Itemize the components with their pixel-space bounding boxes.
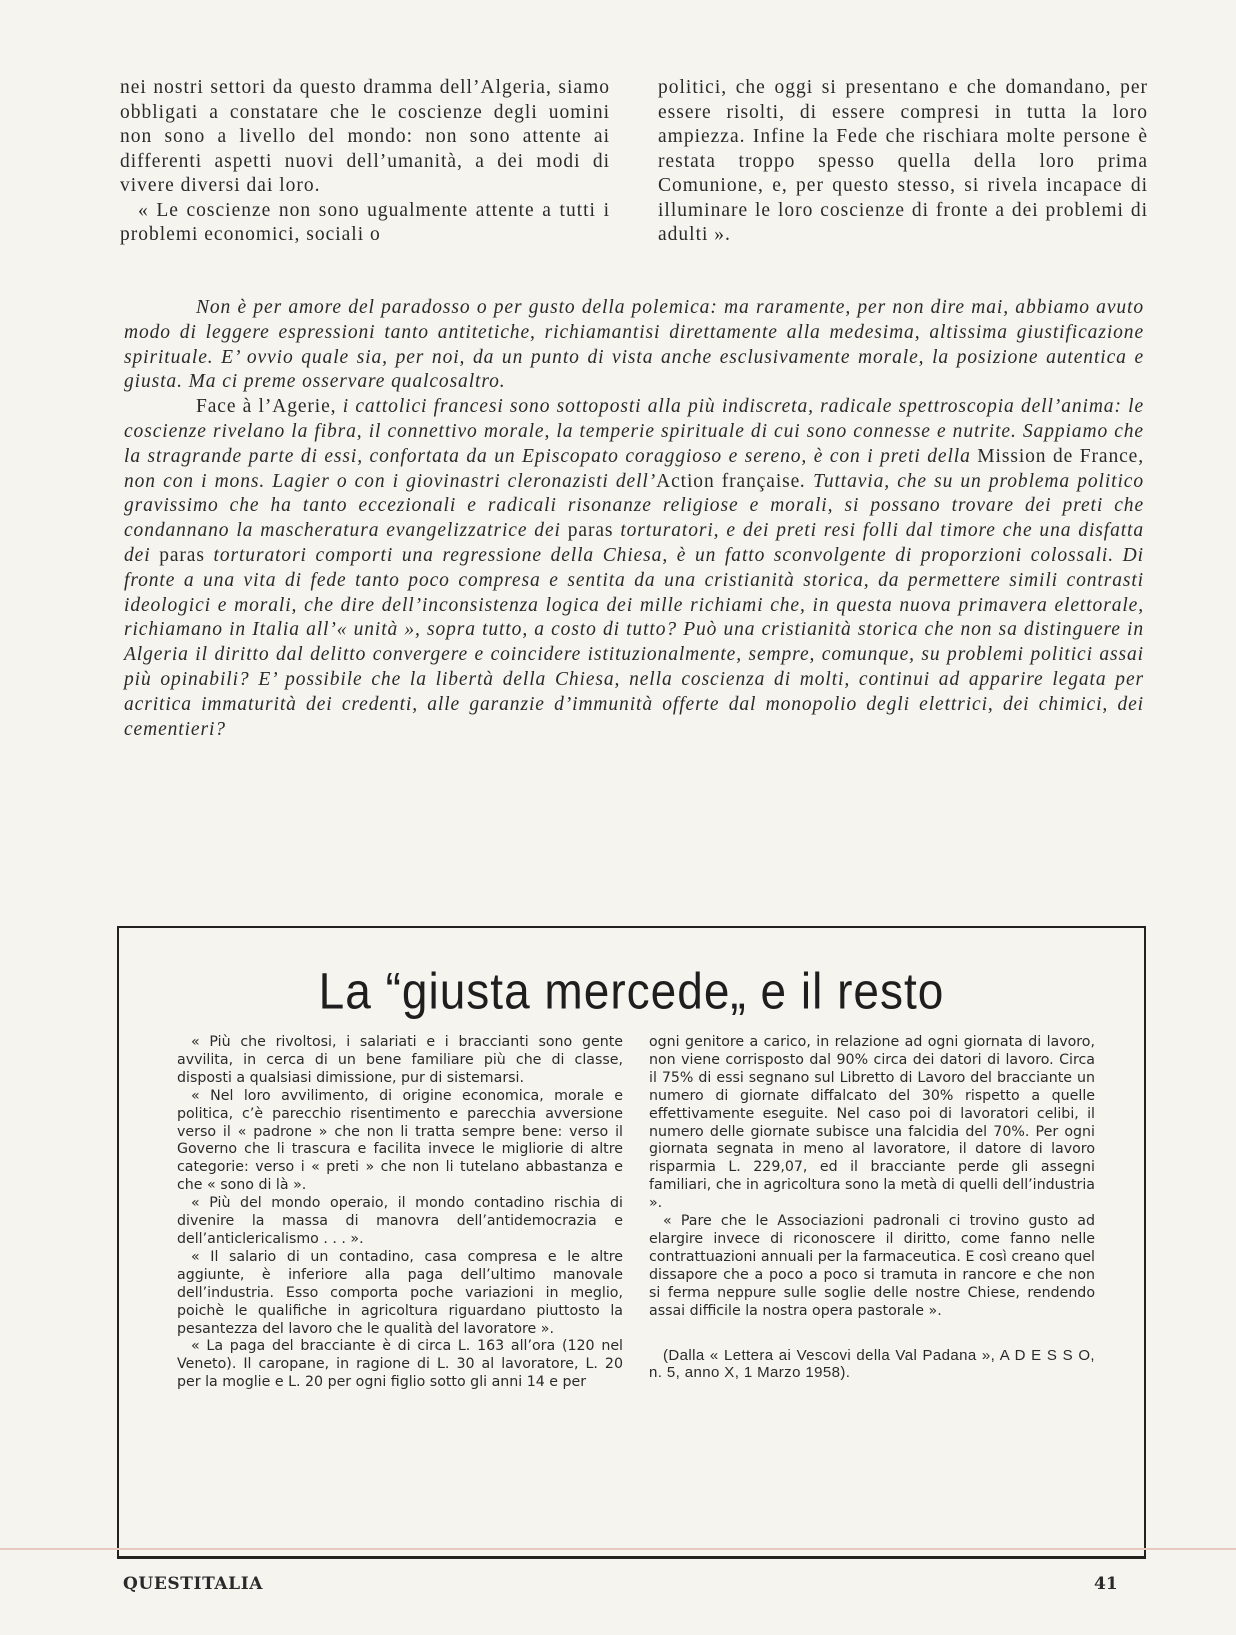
top-left-paragraph-2: « Le coscienze non sono ugualmente attente a tutti i problemi economici, sociali o [120,199,610,245]
box-columns [177,1034,1095,1392]
commentary-text-2: , non con i mons. Lagier o con i giovinastri cleronazisti dell’ [124,445,1144,492]
commentary-text: i cattolici francesi sono sottoposti alla più indiscreta, radicale spettroscopia dell’anima: le coscienze rivelano la fibra, il connettivo morale, la temperie spirituale di cui sono connesse e nutrite. Sappiamo che la stragrande parte di essi, confortata da un Episcopato coraggioso e sereno, è con i preti della [124,396,1144,467]
quoted-letter-box [117,928,1146,1559]
editorial-commentary [124,296,1144,742]
box-title: La “giusta mercede„ e il resto [318,962,945,1020]
commentary-lead: Face à l’Agerie, [196,396,337,418]
top-text-columns [120,76,1148,248]
page-number: 41 [1094,1574,1118,1594]
publication-name: QUESTITALIA [123,1574,264,1594]
box-right-column [649,1034,1095,1392]
box-left-paragraph-3: « Più del mondo operaio, il mondo contadino rischia di divenire la massa di manovra dell’antidemocrazia e dell’anticlericalismo . . . ». [177,1195,623,1247]
box-left-paragraph-4: « Il salario di un contadino, casa compresa e le altre aggiunte, è inferiore alla paga dell’ultimo manovale dell’industria. Esso comporta poche variazioni in meglio, poichè le qualifiche in agricoltura riguardano piuttosto la pesantezza del lavoro che le qualità del lavoratore ». [177,1248,623,1337]
paras-word-1: paras [567,520,614,542]
top-right-column [658,76,1148,248]
box-right-paragraph-2: « Pare che le Associazioni padronali ci trovino gusto ad elargire invece di riconoscere il diritto, come fanno nelle contrattuazioni annuali per la farmaceutica. E così creano quel dissapore che a poco a poco si tramuta in rancore e che non si ferma neppure sulle soglie delle nostre Chiese, rendendo assai difficile la nostra opera pastorale ». [649,1213,1095,1319]
top-left-column [120,76,610,248]
box-left-column [177,1034,623,1392]
commentary-paragraph-1: Non è per amore del paradosso o per gusto della polemica: ma raramente, per non dire mai, abbiamo avuto modo di leggere espressioni tanto antitetiche, richiamantisi direttamente alla medesima, altissima giustificazione spirituale. E’ ovvio quale sia, per noi, da un punto di vista anche esclusivamente morale, la posizione autentica e giusta. Ma ci preme osservare qualcosaltro. [124,297,1144,393]
commentary-text-5: torturatori comporti una regressione della Chiesa, è un fatto sconvolgente di proporzioni colossali. Di fronte a una vita di fede tanto poco compresa e sentita da una cristianità storica, da permettere simili contrasti ideologici e morali, che dire dell’inconsistenza logica dei mille richiami che, in questa nuova primavera elettorale, richiamano in Italia all’« unità », sopra tutto, a costo di tutto? Può una cristianità storica che non sa distinguere in Algeria il diritto dal delitto convergere e coincidere istituzionalmente, sempre, comunque, su problemi politici assai più opinabili? E’ possibile che la libertà della Chiesa, nella coscienza di molti, continui ad apparire legata per acritica immaturità dei credenti, alle garanzie d’immunità offerte dal monopolio degli elettrici, dei chimici, dei cementieri? [124,544,1144,740]
box-left-paragraph-1: « Più che rivoltosi, i salariati e i braccianti sono gente avvilita, in cerca di un bene familiare più che di classe, disposti a qualsiasi dimissione, pur di sistemarsi. [177,1034,623,1086]
commentary-text-4: torturatori, e dei preti resi folli dal timore che una disfatta dei [124,520,1144,566]
top-right-paragraph-1: politici, che oggi si presentano e che domandano, per essere risolti, di essere compresi in tutta la loro ampiezza. Infine la Fede che rischiara molte persone è restata troppo spesso quella della loro prima Comunione, e, per questo stesso, si rivela incapace di illuminare le loro coscienze di fronte a dei problemi di adulti ». [658,77,1148,245]
paras-word-2: paras [159,544,205,566]
box-left-paragraph-5: « La paga del bracciante è di circa L. 163 all’ora (120 nel Veneto). Il caropane, in ragione di L. 30 al lavoratore, L. 20 per la moglie e L. 20 per ogni figlio sotto gli anni 14 e per [177,1338,623,1391]
commentary-text-3: . Tuttavia, che su un problema politico gravissimo che ha tanto eccezionali e radicali risonanze religiose e morali, si possano trovare dei preti che condannano la mascheratura evangelizzatrice dei [124,470,1144,542]
action-francaise: Action française [656,470,801,492]
commentary-paragraph-2 [124,395,1144,742]
box-right-paragraph-1: ogni genitore a carico, in relazione ad ogni giornata di lavoro, non viene corrisposto dal 90% circa dei datori di lavoro. Circa il 75% di essi segnano sul Libretto di Lavoro del bracciante un numero di giornate diffalcato del 30% rispetto a quelle effettivamente eseguite. Nel caso poi di lavoratori celibi, il numero delle giornate subisce una falcidia del 70%. Per ogni giornata segnata in meno al lavoratore, il datore di lavoro risparmia L. 229,07, ed il bracciante perde gli assegni familiari, che in agricoltura sono la metà di quelli dell’industria ». [649,1034,1095,1212]
footer-rule [0,1548,1236,1550]
mission-de-france: Mission de France [977,445,1139,467]
box-left-paragraph-2: « Nel loro avvilimento, di origine economica, morale e politica, c’è parecchio risentimento e parecchia avversione verso il « padrone » che non li tratta sempre bene: verso il Governo che li trascura e facilita invece le migliorie di altre categorie: verso i « preti » che non li tutelano abbastanza e che « sono di là ». [177,1087,623,1194]
box-source-citation: (Dalla « Lettera ai Vescovi della Val Padana », A D E S S O, n. 5, anno X, 1 Marzo 1958). [649,1346,1095,1382]
top-left-paragraph-1: nei nostri settori da questo dramma dell’Algeria, siamo obbligati a constatare che le coscienze degli uomini non sono a livello del mondo: non sono attente ai differenti aspetti nuovi dell’umanità, a dei modi di vivere diversi dai loro. [120,77,610,196]
